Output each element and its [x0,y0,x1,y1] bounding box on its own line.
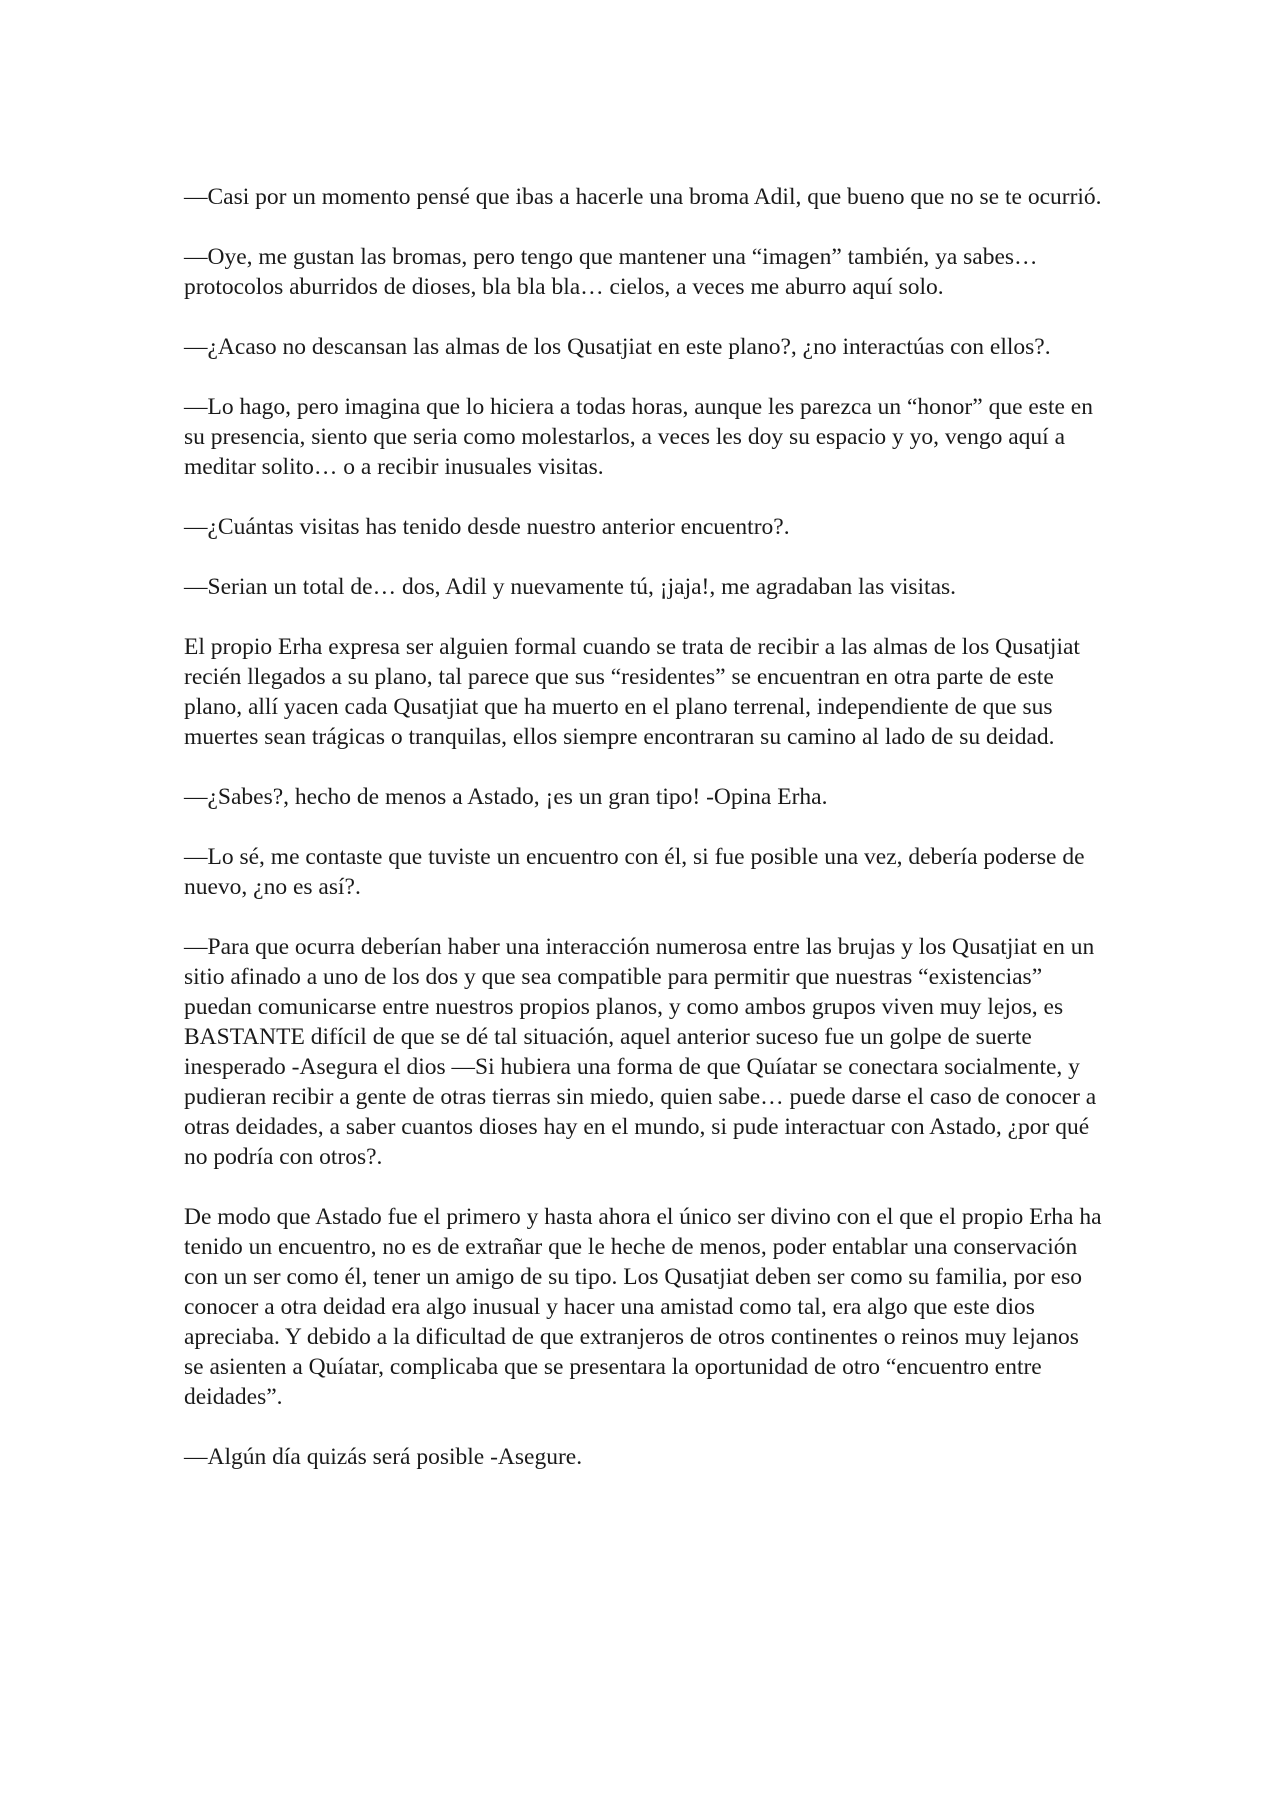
paragraph-2: —Oye, me gustan las bromas, pero tengo que mantener una “imagen” también, ya sabes… protocolos aburridos de dioses, bla bla bla… cielos, a veces me aburro aquí solo. [184,244,1038,300]
paragraph-9: —Lo sé, me contaste que tuviste un encuentro con él, si fue posible una vez, debería poderse de nuevo, ¿no es así?. [184,844,1085,900]
paragraph-8: —¿Sabes?, hecho de menos a Astado, ¡es un gran tipo! -Opina Erha. [184,784,828,810]
paragraph-1: —Casi por un momento pensé que ibas a hacerle una broma Adil, que bueno que no se te ocurrió. [184,184,1102,210]
document-body [184,182,1104,1472]
paragraph-6: —Serian un total de… dos, Adil y nuevamente tú, ¡jaja!, me agradaban las visitas. [184,574,957,600]
paragraph-11: De modo que Astado fue el primero y hasta ahora el único ser divino con el que el propio Erha ha tenido un encuentro, no es de extrañar que le heche de menos, poder entablar una conservación con un ser como él, tener un amigo de su tipo. Los Qusatjiat deben ser como su familia, por eso conocer a otra deidad era algo inusual y hacer una amistad como tal, era algo que este dios apreciaba. Y debido a la dificultad de que extranjeros de otros continentes o reinos muy lejanos se asienten a Quíatar, complicaba que se presentara la oportunidad de otro “encuentro entre deidades”. [184,1204,1102,1410]
paragraph-5: —¿Cuántas visitas has tenido desde nuestro anterior encuentro?. [184,514,790,540]
paragraph-4: —Lo hago, pero imagina que lo hiciera a todas horas, aunque les parezca un “honor” que este en su presencia, siento que seria como molestarlos, a veces les doy su espacio y yo, vengo aquí a meditar solito… o a recibir inusuales visitas. [184,394,1093,480]
paragraph-3: —¿Acaso no descansan las almas de los Qusatjiat en este plano?, ¿no interactúas con ellos?. [184,334,1051,360]
paragraph-7: El propio Erha expresa ser alguien formal cuando se trata de recibir a las almas de los Qusatjiat recién llegados a su plano, tal parece que sus “residentes” se encuentran en otra parte de este plano, allí yacen cada Qusatjiat que ha muerto en el plano terrenal, independiente de que sus muertes sean trágicas o tranquilas, ellos siempre encontraran su camino al lado de su deidad. [184,634,1080,750]
paragraph-10: —Para que ocurra deberían haber una interacción numerosa entre las brujas y los Qusatjiat en un sitio afinado a uno de los dos y que sea compatible para permitir que nuestras “existencias” puedan comunicarse entre nuestros propios planos, y como ambos grupos viven muy lejos, es BASTANTE difícil de que se dé tal situación, aquel anterior suceso fue un golpe de suerte inesperado -Asegura el dios —Si hubiera una forma de que Quíatar se conectara socialmente, y pudieran recibir a gente de otras tierras sin miedo, quien sabe… puede darse el caso de conocer a otras deidades, a saber cuantos dioses hay en el mundo, si pude interactuar con Astado, ¿por qué no podría con otros?. [184,934,1097,1170]
paragraph-12: —Algún día quizás será posible -Asegure. [184,1444,583,1470]
